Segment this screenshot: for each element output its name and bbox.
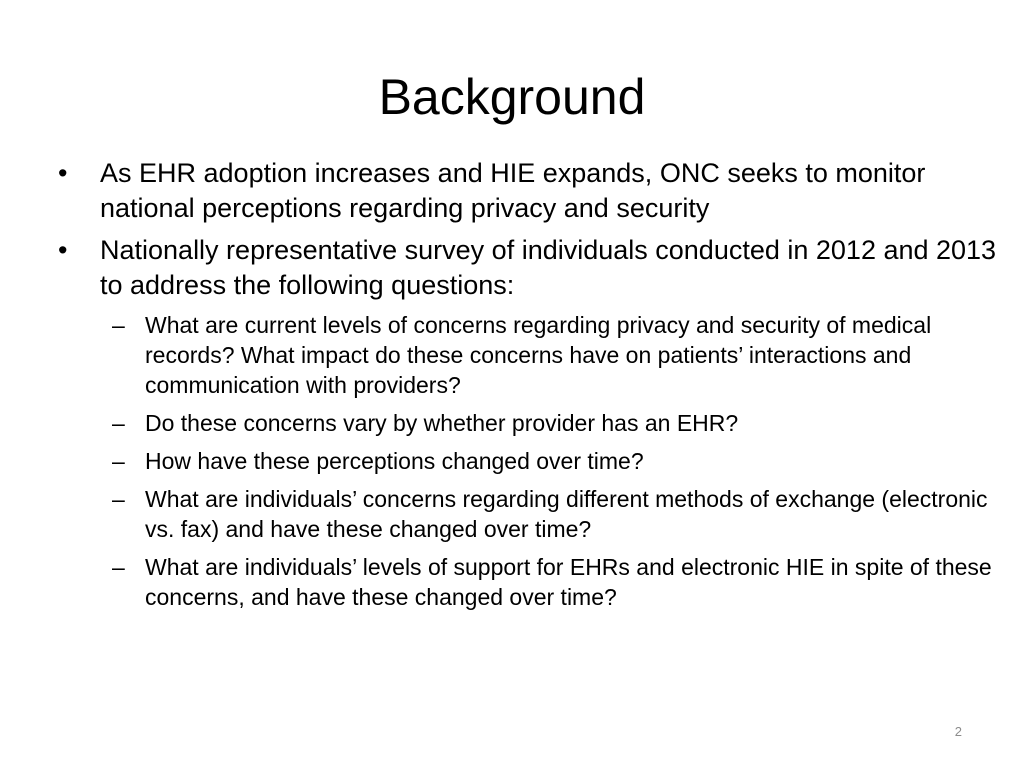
sub-bullet-item <box>100 552 998 612</box>
sub-bullet-list <box>100 310 998 612</box>
sub-bullet-text: What are individuals’ concerns regarding different methods of exchange (electronic vs. fax) and have these changed over time? <box>145 486 988 542</box>
dash-icon: – <box>112 312 125 338</box>
dash-icon: – <box>112 410 125 436</box>
dash-icon: – <box>112 554 125 580</box>
page-number: 2 <box>954 724 962 739</box>
sub-bullet-text: What are current levels of concerns regarding privacy and security of medical records? What impact do these concerns have on patients’ interactions and communication with providers? <box>145 312 932 398</box>
bullet-item <box>58 233 998 303</box>
sub-bullet-item <box>100 446 998 476</box>
bullet-text: Nationally representative survey of individuals conducted in 2012 and 2013 to address the following questions: <box>100 235 997 300</box>
sub-bullet-item <box>100 484 998 544</box>
bullet-text: As EHR adoption increases and HIE expands, ONC seeks to monitor national perceptions regarding privacy and security <box>100 158 926 223</box>
sub-bullet-item <box>100 310 998 400</box>
slide-title: Background <box>378 69 646 125</box>
bullet-item <box>58 156 998 226</box>
sub-bullet-text: How have these perceptions changed over time? <box>145 448 644 474</box>
dash-icon: – <box>112 448 125 474</box>
slide-body <box>58 156 998 620</box>
sub-bullet-text: What are individuals’ levels of support for EHRs and electronic HIE in spite of these concerns, and have these changed over time? <box>145 554 992 610</box>
sub-bullet-text: Do these concerns vary by whether provider has an EHR? <box>145 410 739 436</box>
bullet-icon: • <box>58 158 68 188</box>
dash-icon: – <box>112 486 125 512</box>
bullet-icon: • <box>58 235 68 265</box>
sub-bullet-item <box>100 408 998 438</box>
